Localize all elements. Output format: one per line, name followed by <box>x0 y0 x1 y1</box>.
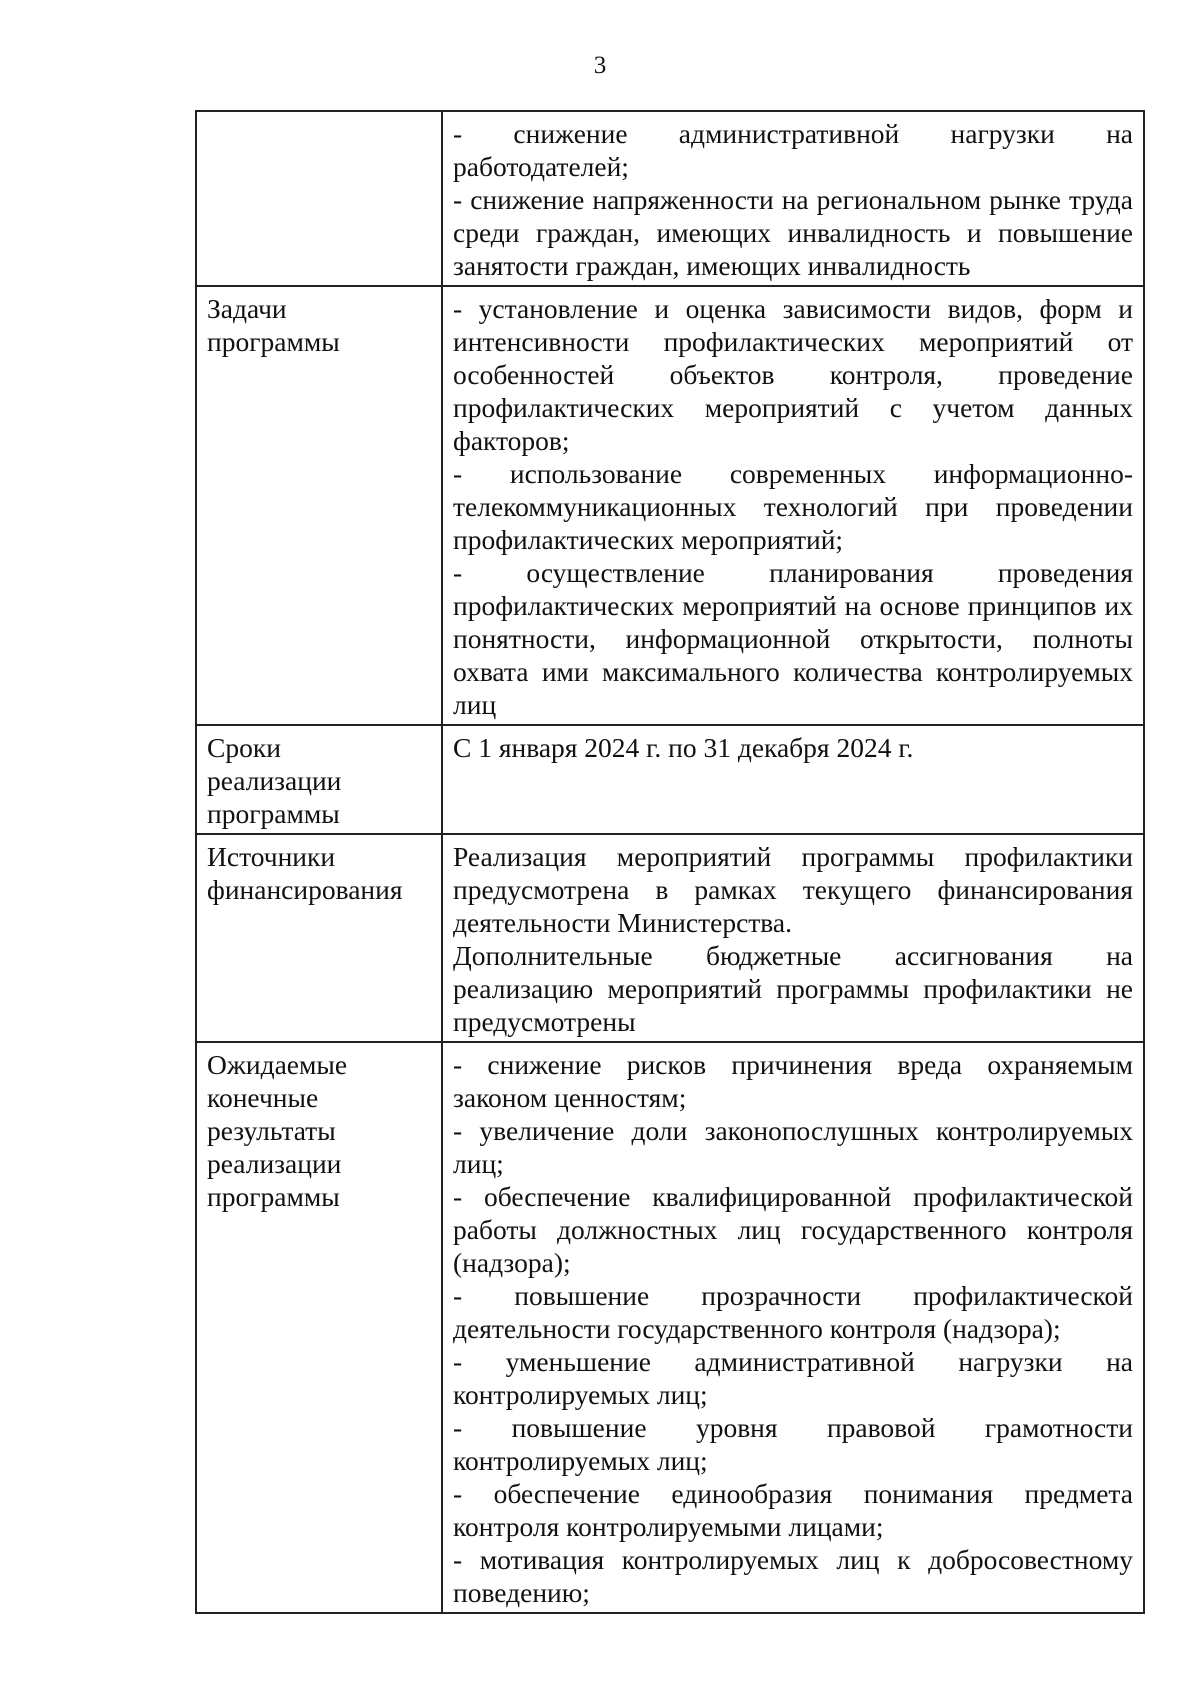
table-row <box>196 725 1144 834</box>
row-value-cell <box>442 1042 1144 1613</box>
row-label-line: Ожидаемые <box>207 1049 348 1080</box>
row-label-cell <box>196 1042 442 1613</box>
row-value-cell <box>442 286 1144 725</box>
row-label-line: программы <box>207 326 340 357</box>
row-value-paragraph: - снижение административной нагрузки на работодателей; <box>453 118 1133 182</box>
row-value-paragraph: - мотивация контролируемых лиц к добросовестному поведению; <box>453 1544 1133 1608</box>
table-row <box>196 1042 1144 1613</box>
row-label-line: Задачи <box>207 293 287 324</box>
row-value-paragraph: Реализация мероприятий программы профилактики предусмотрена в рамках текущего финансирования деятельности Министерства. <box>453 841 1133 938</box>
table-body <box>196 111 1144 1613</box>
row-label-line: финансирования <box>207 874 403 905</box>
row-label-line: реализации <box>207 1148 342 1179</box>
row-label-cell <box>196 725 442 834</box>
row-value-paragraph: - использование современных информационно-телекоммуникационных технологий при проведении профилактических мероприятий; <box>453 458 1133 555</box>
row-label-line: результаты <box>207 1115 336 1146</box>
row-value-paragraph: - обеспечение единообразия понимания предмета контроля контролируемыми лицами; <box>453 1478 1133 1542</box>
row-label-line: Сроки <box>207 732 281 763</box>
row-value-paragraph: - снижение рисков причинения вреда охраняемым законом ценностям; <box>453 1049 1133 1113</box>
table-row <box>196 286 1144 725</box>
row-label-line: Источники <box>207 841 336 872</box>
row-value-paragraph: - осуществление планирования проведения профилактических мероприятий на основе принципов их понятности, информационной открытости, полноты охвата ими максимального количества контролируемых лиц <box>453 557 1133 720</box>
row-label-line: программы <box>207 798 340 829</box>
row-label-cell <box>196 111 442 286</box>
row-value-cell <box>442 111 1144 286</box>
row-value-paragraph: - повышение прозрачности профилактической деятельности государственного контроля (надзора); <box>453 1280 1133 1344</box>
row-value-paragraph: - обеспечение квалифицированной профилактической работы должностных лиц государственного контроля (надзора); <box>453 1181 1133 1278</box>
row-value-paragraph: - повышение уровня правовой грамотности контролируемых лиц; <box>453 1412 1133 1476</box>
row-value-paragraph: С 1 января 2024 г. по 31 декабря 2024 г. <box>453 732 914 763</box>
row-value-paragraph: - снижение напряженности на региональном рынке труда среди граждан, имеющих инвалидность и повышение занятости граждан, имеющих инвалидность <box>453 184 1133 281</box>
page-number: 3 <box>593 52 607 79</box>
row-label-line: программы <box>207 1181 340 1212</box>
row-value-paragraph: - уменьшение административной нагрузки на контролируемых лиц; <box>453 1346 1133 1410</box>
row-value-paragraph: - увеличение доли законопослушных контролируемых лиц; <box>453 1115 1133 1179</box>
table-row <box>196 111 1144 286</box>
row-label-cell <box>196 286 442 725</box>
table-row <box>196 834 1144 1042</box>
program-passport-table <box>195 110 1145 1614</box>
row-value-paragraph: Дополнительные бюджетные ассигнования на реализацию мероприятий программы профилактики не предусмотрены <box>453 940 1133 1037</box>
row-value-cell <box>442 834 1144 1042</box>
row-label-line: реализации <box>207 765 342 796</box>
row-value-paragraph: - установление и оценка зависимости видов, форм и интенсивности профилактических мероприятий от особенностей объектов контроля, проведение профилактических мероприятий с учетом данных факторов; <box>453 293 1133 456</box>
row-value-cell <box>442 725 1144 834</box>
row-label-line: конечные <box>207 1082 319 1113</box>
row-label-cell <box>196 834 442 1042</box>
